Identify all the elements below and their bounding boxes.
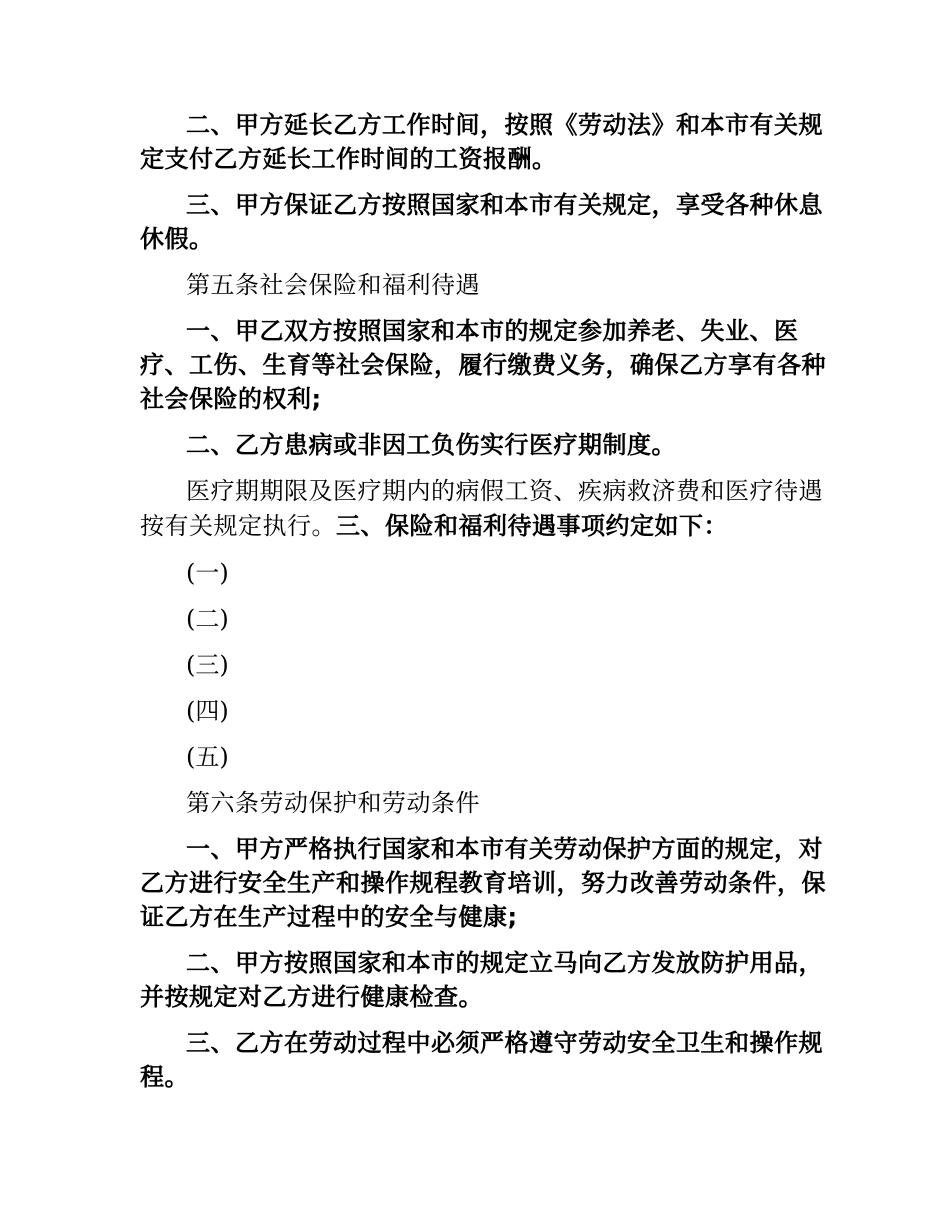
list-item: (五) — [186, 743, 229, 771]
welfare-agreement-text: 三、保险和福利待遇事项约定如下： — [336, 512, 728, 540]
paragraph-protective-equipment: 二、甲方按照国家和本市的规定立马向乙方发放防护用品，并按规定对乙方进行健康检查。 — [140, 949, 823, 1011]
list-item: (二) — [186, 605, 229, 633]
list-item: (一) — [186, 559, 229, 587]
paragraph-social-insurance: 一、甲乙双方按照国家和本市的规定参加养老、失业、医疗、工伤、生育等社会保险，履行缴费义务，确保乙方享有各种社会保险的权利; — [140, 317, 826, 413]
document-page — [140, 108, 830, 1106]
list-item: (四) — [186, 697, 229, 725]
heading-article-5: 第五条社会保险和福利待遇 — [186, 271, 480, 299]
list-item: (三) — [186, 651, 229, 679]
paragraph-medical-terms — [140, 474, 830, 544]
medical-terms-text: 医疗期期限及医疗期内的病假工资、疾病救济费和医疗待遇按有关规定执行。 — [140, 477, 823, 540]
paragraph-labor-protection: 一、甲方严格执行国家和本市有关劳动保护方面的规定，对乙方进行安全生产和操作规程教育培训，努力改善劳动条件，保证乙方在生产过程中的安全与健康; — [140, 835, 826, 931]
heading-article-6: 第六条劳动保护和劳动条件 — [186, 789, 480, 817]
paragraph-rest-leave: 三、甲方保证乙方按照国家和本市有关规定，享受各种休息休假。 — [140, 191, 823, 253]
paragraph-medical-period: 二、乙方患病或非因工负伤实行医疗期制度。 — [186, 431, 676, 459]
paragraph-safety-rules: 三、乙方在劳动过程中必须严格遵守劳动安全卫生和操作规程。 — [140, 1029, 823, 1091]
paragraph-overtime-pay: 二、甲方延长乙方工作时间，按照《劳动法》和本市有关规定支付乙方延长工作时间的工资报酬。 — [140, 111, 823, 173]
